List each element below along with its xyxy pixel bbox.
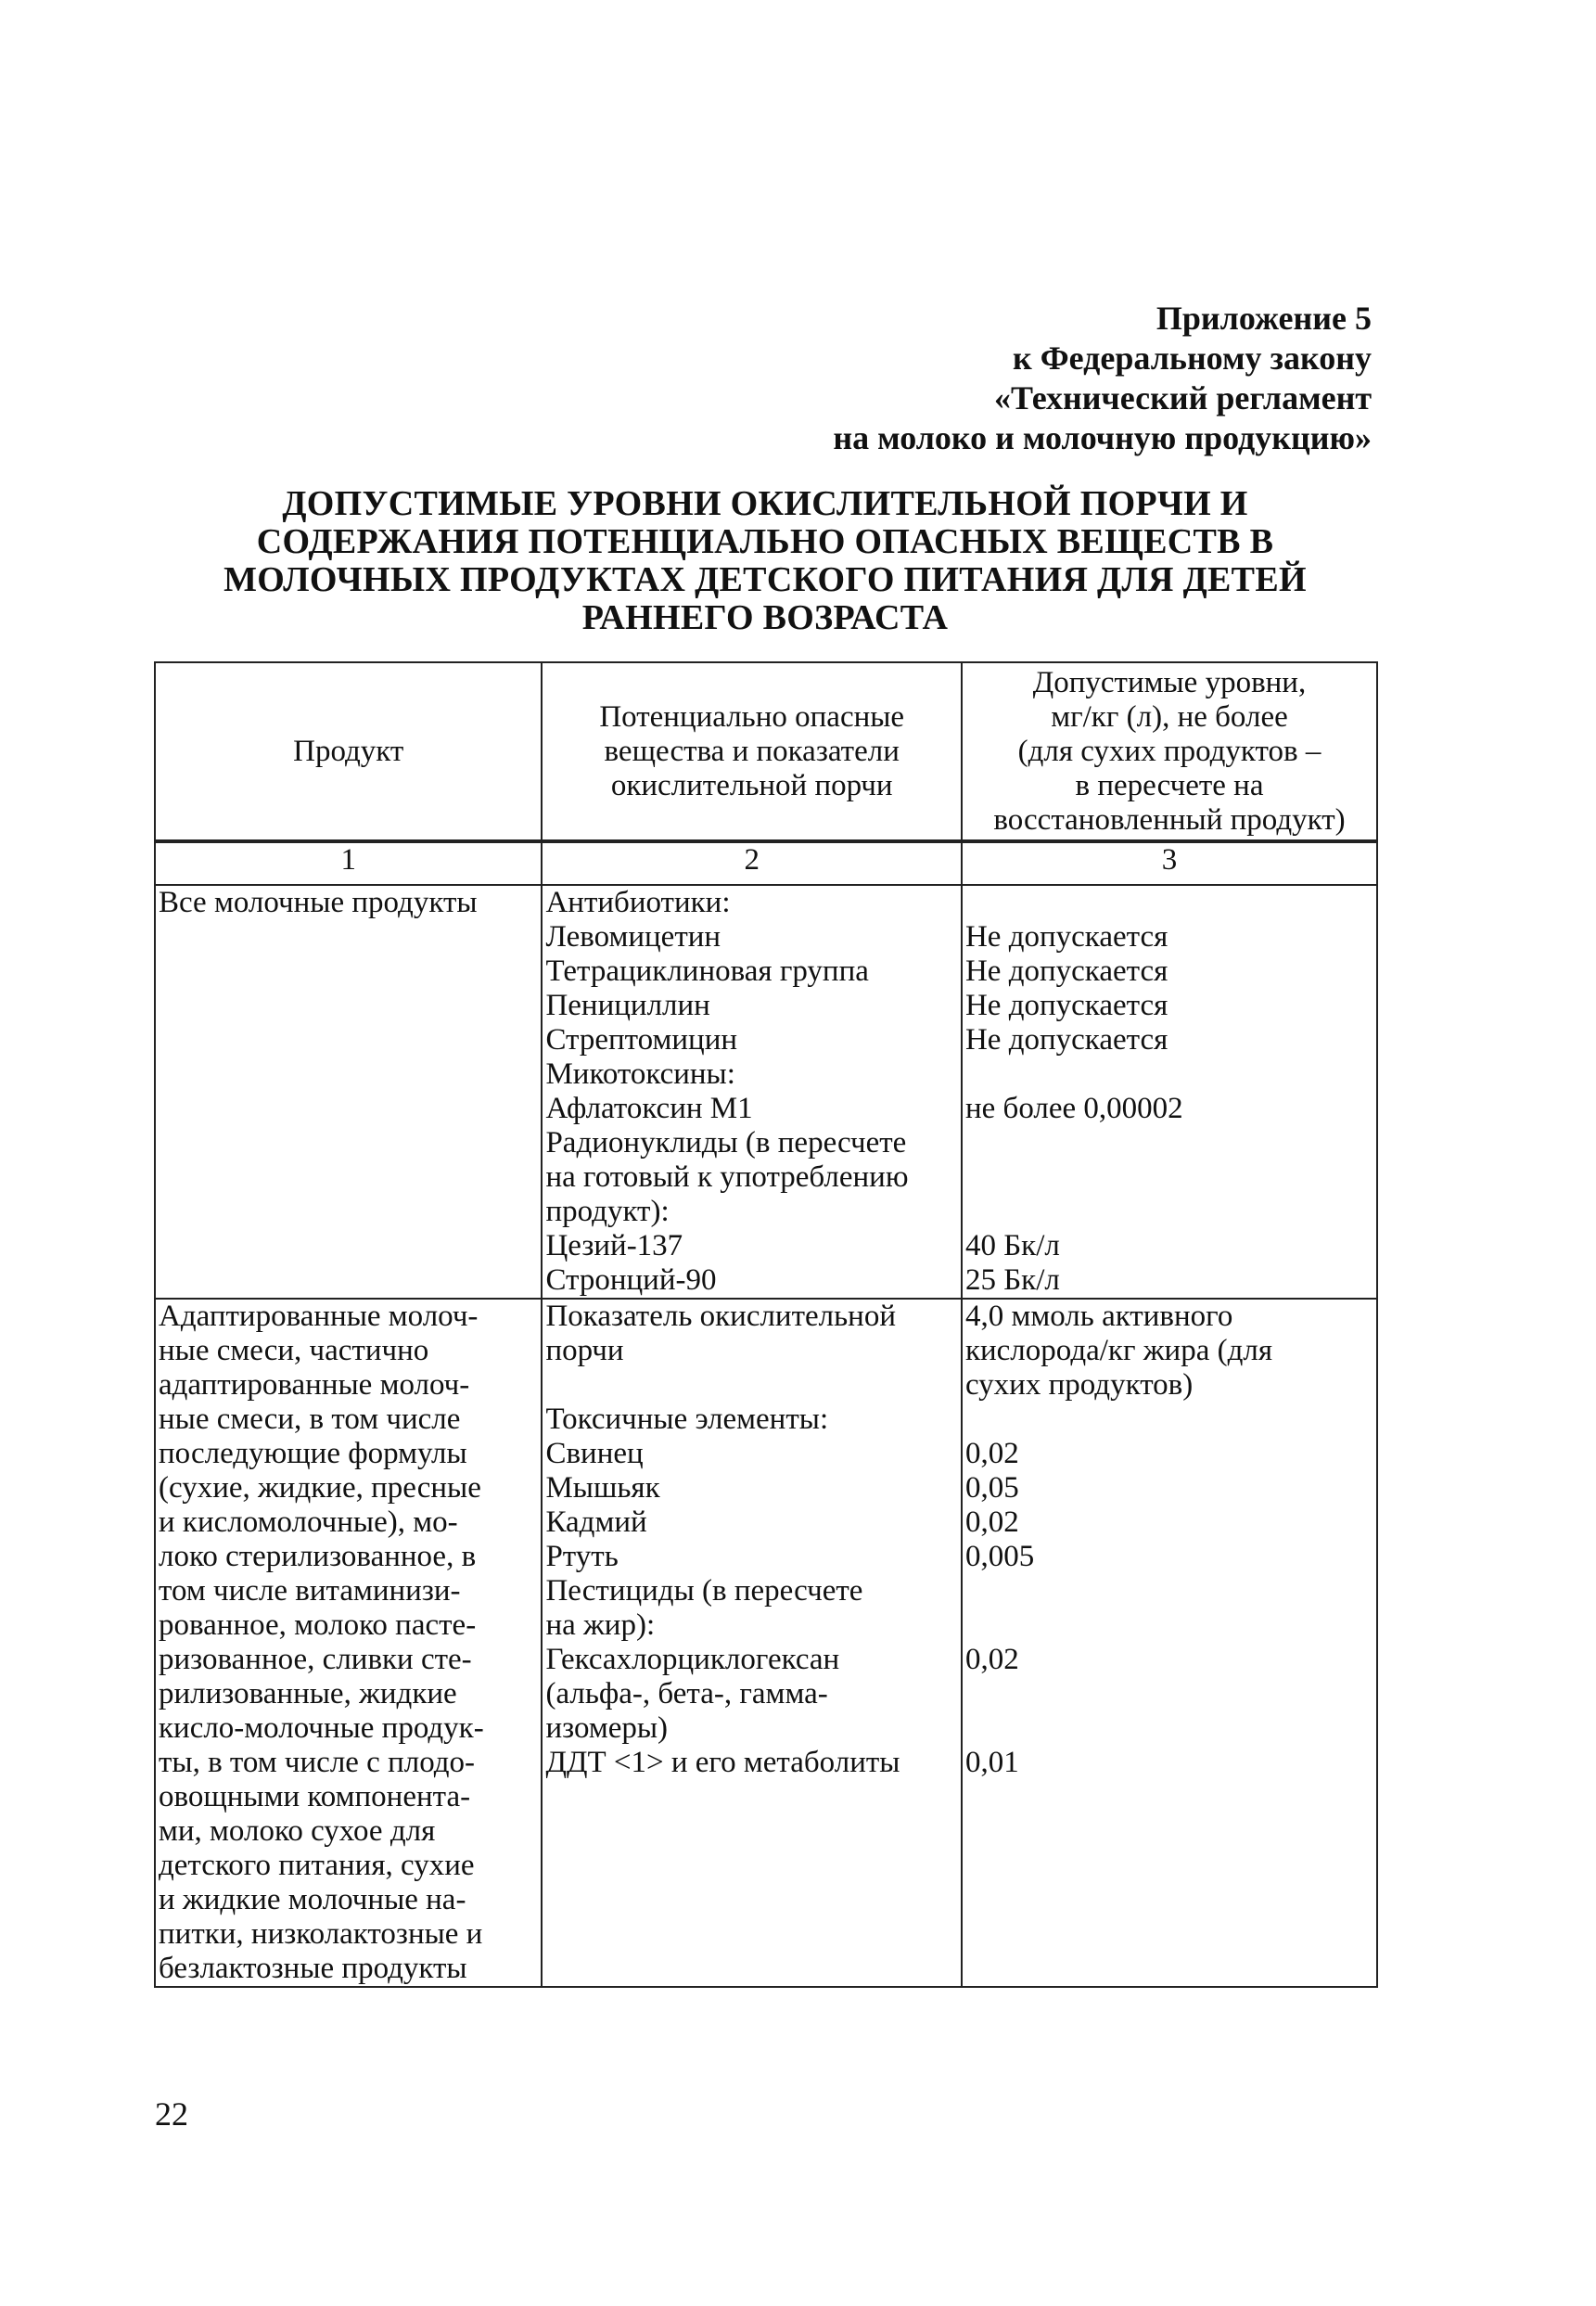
substance-line: Мышьяк (545, 1471, 660, 1505)
product-line: (сухие, жидкие, пресные (159, 1471, 481, 1505)
product-line: ми, молоко сухое для (159, 1814, 436, 1848)
level-line: 0,02 (964, 1505, 1019, 1539)
title-line: МОЛОЧНЫХ ПРОДУКТАХ ДЕТСКОГО ПИТАНИЯ ДЛЯ ДЕТЕЙ (223, 560, 1307, 599)
level-line (965, 1677, 1373, 1711)
header-product: Продукт (155, 662, 542, 841)
level-line (965, 1574, 1373, 1608)
substance-line: Микотоксины: (545, 1057, 735, 1091)
header-line: Потенциально опасные (599, 699, 905, 734)
title-line: РАННЕГО ВОЗРАСТА (581, 598, 949, 637)
attachment-line: «Технический регламент (994, 379, 1372, 416)
header-line: Допустимые уровни, (1032, 665, 1307, 699)
substances-cell (542, 885, 962, 1299)
levels-cell (962, 885, 1377, 1299)
level-line: Не допускается (964, 920, 1168, 954)
level-line: Не допускается (964, 954, 1168, 988)
page-number: 22 (155, 2095, 188, 2133)
levels-cell (962, 1299, 1377, 1987)
substance-line: на жир): (545, 1608, 656, 1642)
substance-line: Кадмий (545, 1505, 647, 1539)
column-number-row (155, 841, 1377, 885)
substance-line: Токсичные элементы: (545, 1403, 829, 1436)
header-line: мг/кг (л), не более (1051, 699, 1288, 734)
level-line (965, 1195, 1373, 1229)
level-line: сухих продуктов) (964, 1368, 1194, 1402)
product-line: кисло-молочные продук- (159, 1711, 484, 1745)
substance-line: Стрептомицин (545, 1023, 738, 1057)
level-line (965, 1711, 1373, 1746)
substance-line: Тетрациклиновая группа (545, 954, 869, 988)
level-line: 0,005 (964, 1540, 1035, 1573)
product-line: ные смеси, в том числе (159, 1403, 461, 1436)
substance-line: (альфа-, бета-, гамма- (545, 1677, 828, 1710)
substance-line: Пенициллин (545, 989, 710, 1022)
substance-line: изомеры) (545, 1711, 669, 1745)
level-line: кислорода/кг жира (для (964, 1334, 1273, 1367)
substance-line: на готовый к употреблению (545, 1160, 909, 1194)
level-line (965, 1608, 1373, 1643)
title-line: ДОПУСТИМЫЕ УРОВНИ ОКИСЛИТЕЛЬНОЙ ПОРЧИ И (282, 484, 1248, 523)
product-line: последующие формулы (159, 1437, 467, 1470)
product-line: питки, низколактозные и (159, 1917, 483, 1951)
substance-line: Радионуклиды (в пересчете (545, 1126, 907, 1159)
substance-line: ДДТ <1> и его метаболиты (545, 1746, 900, 1779)
header-line: (для сухих продуктов – (1017, 734, 1321, 768)
product-line: и жидкие молочные на- (159, 1883, 466, 1916)
header-line: восстановленный продукт) (993, 802, 1346, 837)
level-line (965, 1403, 1373, 1437)
substance-line: продукт): (545, 1195, 670, 1228)
level-line: 0,02 (964, 1437, 1019, 1470)
header-line: в пересчете на (1075, 768, 1264, 802)
product-line: ризованное, сливки сте- (159, 1643, 472, 1676)
product-line: рилизованные, жидкие (159, 1677, 457, 1710)
level-line: 25 Бк/л (964, 1263, 1060, 1297)
substance-line: Пестициды (в пересчете (545, 1574, 863, 1608)
substance-line: Антибиотики: (545, 886, 731, 919)
column-number: 3 (962, 841, 1377, 885)
product-line: безлактозные продукты (159, 1952, 467, 1985)
attachment-line: Приложение 5 (1156, 300, 1372, 337)
column-number: 2 (542, 841, 962, 885)
substance-line: порчи (545, 1334, 624, 1367)
level-line: Не допускается (964, 1023, 1168, 1057)
product-line: овощными компонента- (159, 1780, 471, 1813)
substance-line: Свинец (545, 1437, 644, 1470)
attachment-line: к Федеральному закону (1013, 339, 1372, 377)
table-row (155, 885, 1377, 1299)
product-line: детского питания, сухие (159, 1849, 475, 1882)
attachment-header (833, 299, 1372, 458)
substances-cell (542, 1299, 962, 1987)
level-line (965, 886, 1373, 920)
header-line: вещества и показатели (604, 734, 900, 768)
header-line: окислительной порчи (610, 768, 893, 802)
level-line (965, 1057, 1373, 1092)
substance-line: Афлатоксин M1 (545, 1092, 753, 1125)
substance-line: Ртуть (545, 1540, 619, 1573)
product-line: ты, в том числе с плодо- (159, 1746, 476, 1779)
substance-line: Левомицетин (545, 920, 721, 954)
header-substances (542, 662, 962, 841)
substance-line: Показатель окислительной (545, 1300, 897, 1333)
substance-line: Стронций-90 (545, 1263, 717, 1297)
substance-line (545, 1368, 958, 1403)
product-line: локо стерилизованное, в (159, 1540, 477, 1573)
norms-table (154, 661, 1378, 1988)
title-line: СОДЕРЖАНИЯ ПОТЕНЦИАЛЬНО ОПАСНЫХ ВЕЩЕСТВ В (256, 522, 1274, 561)
level-line: 0,01 (964, 1746, 1019, 1779)
product-line: том числе витаминизи- (159, 1574, 461, 1608)
product-line: рованное, молоко пасте- (159, 1608, 477, 1642)
column-number: 1 (155, 841, 542, 885)
level-line: Не допускается (964, 989, 1168, 1022)
substance-line: Цезий-137 (545, 1229, 683, 1262)
level-line (965, 1126, 1373, 1160)
product-line: и кисломолочные), мо- (159, 1505, 458, 1539)
product-cell: Все молочные продукты (155, 885, 542, 1299)
level-line: 0,02 (964, 1643, 1019, 1676)
product-line: адаптированные молоч- (159, 1368, 470, 1402)
table-header-row (155, 662, 1377, 841)
level-line (965, 1160, 1373, 1195)
document-title (153, 485, 1377, 637)
substance-line: Гексахлорциклогексан (545, 1643, 840, 1676)
table-row (155, 1299, 1377, 1987)
product-line: ные смеси, частично (159, 1334, 429, 1367)
level-line: 0,05 (964, 1471, 1019, 1505)
level-line: 4,0 ммоль активного (964, 1300, 1233, 1333)
header-levels (962, 662, 1377, 841)
product-cell (155, 1299, 542, 1987)
product-line: Адаптированные молоч- (159, 1300, 479, 1333)
attachment-line: на молоко и молочную продукцию» (833, 419, 1372, 456)
level-line: 40 Бк/л (964, 1229, 1060, 1262)
level-line: не более 0,00002 (964, 1092, 1183, 1125)
